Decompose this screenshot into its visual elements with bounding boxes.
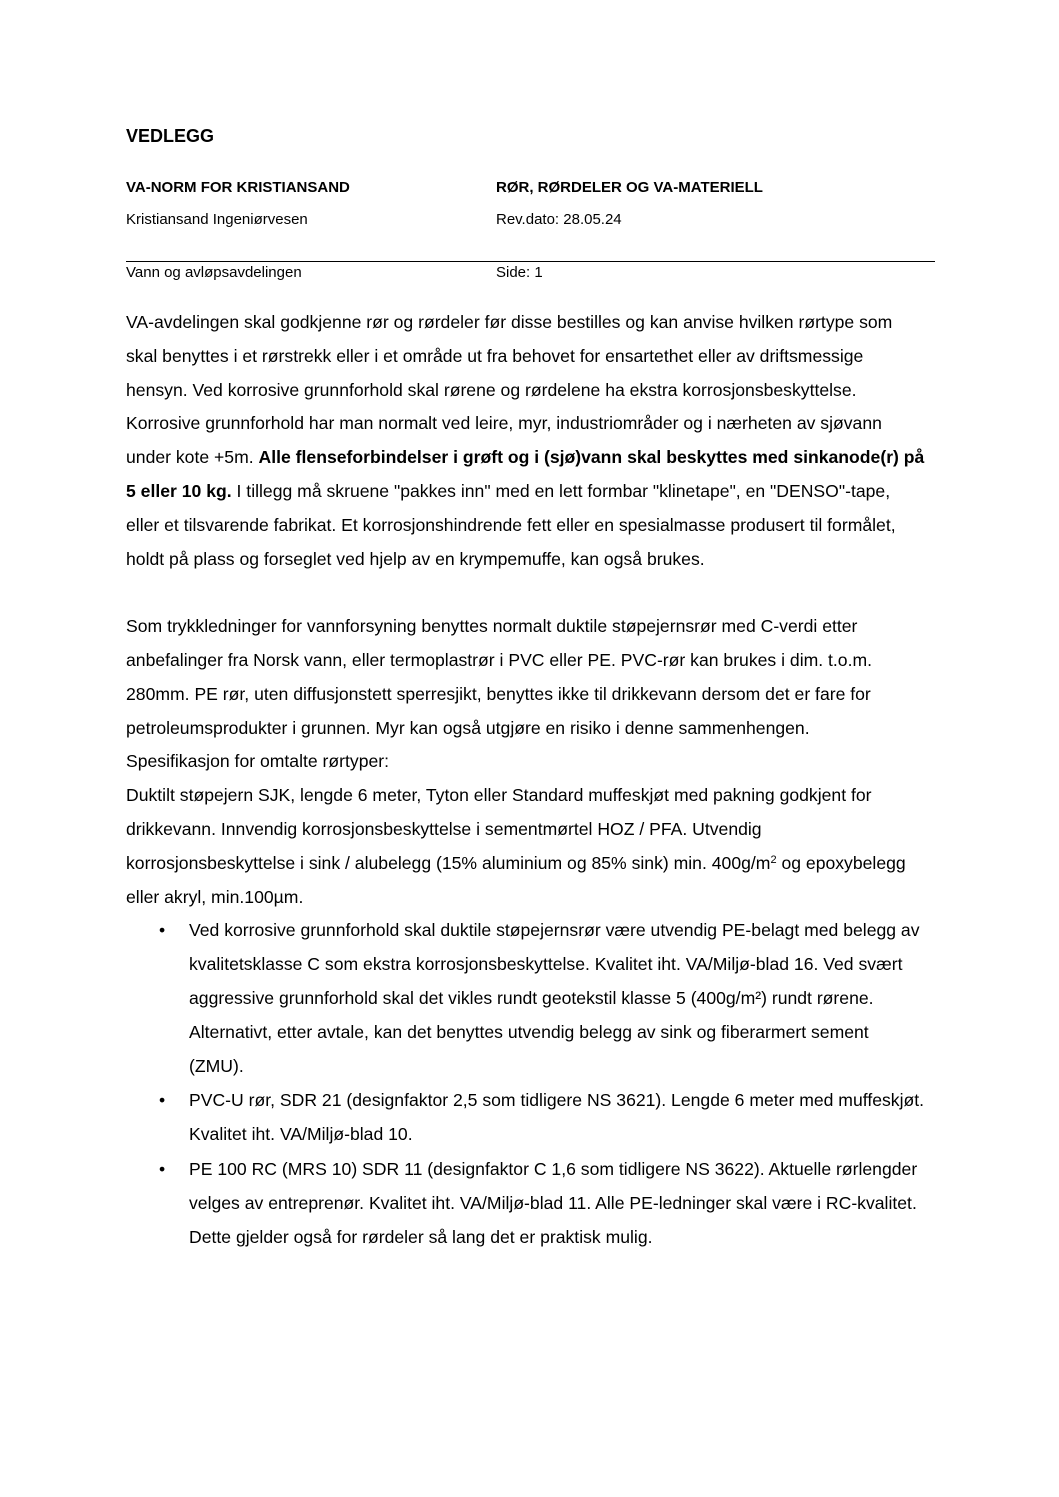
- header-page-number: Side: 1: [496, 264, 543, 281]
- header-norm-title: VA-NORM FOR KRISTIANSAND: [126, 179, 350, 196]
- header-revision-date: Rev.dato: 28.05.24: [496, 211, 622, 228]
- header-section-title: RØR, RØRDELER OG VA-MATERIELL: [496, 179, 763, 196]
- list-item: [159, 1084, 926, 1152]
- paragraph-ductile-iron-text: Duktilt støpejern SJK, lengde 6 meter, Tyton eller Standard muffeskjøt med pakning godkjent for drikkevann. Innvendig korrosjonsbeskyttelse i sementmørtel HOZ / PFA. Utvendig korrosjonsbeskyttelse i sink / alubelegg (15% aluminium og 85% sink) min. 400g/m: [126, 785, 872, 873]
- list-item-text: Ved korrosive grunnforhold skal duktile støpejernsrør være utvendig PE-belagt med belegg av kvalitetsklasse C som ekstra korrosjonsbeskyttelse. Kvalitet iht. VA/Miljø-blad 16. Ved svært aggressive grunnforhold skal det vikles rundt geotekstil klasse 5 (400g/m²) rundt rørene. Alternativt, etter avtale, kan det benyttes utvendig belegg av sink og fiberarmert sement (ZMU).: [189, 920, 920, 1076]
- list-item-text: PE 100 RC (MRS 10) SDR 11 (designfaktor C 1,6 som tidligere NS 3622). Aktuelle rørlengder velges av entreprenør. Kvalitet iht. VA/Miljø-blad 11. Alle PE-ledninger skal være i RC-kvalitet. Dette gjelder også for rørdeler så lang det er praktisk mulig.: [189, 1158, 918, 1247]
- appendix-heading: VEDLEGG: [126, 126, 215, 146]
- paragraph-gap: [126, 576, 926, 610]
- paragraph-approval-emphasis: Alle flenseforbindelser i grøft og i (sjø)vann skal beskyttes med sinkanode(r) på 5 eller 10 kg.: [126, 447, 925, 501]
- paragraph-ductile-iron: [126, 779, 926, 914]
- header-department: Vann og avløpsavdelingen: [126, 264, 302, 281]
- bullet-icon: •: [159, 1158, 166, 1179]
- bullet-icon: •: [159, 920, 166, 941]
- paragraph-pressure-pipes: Som trykkledninger for vannforsyning benyttes normalt duktile støpejernsrør med C-verdi etter anbefalinger fra Norsk vann, eller termoplastrør i PVC eller PE. PVC-rør kan brukes i dim. t.o.m. 280mm. PE rør, uten diffusjonstett sperresjikt, benyttes ikke til drikkevann dersom det er fare for petroleumsprodukter i grunnen. Myr kan også utgjøre en risiko i denne sammenhengen.: [126, 616, 873, 738]
- paragraph-spec-heading: Spesifikasjon for omtalte rørtyper:: [126, 751, 390, 772]
- header-divider: [126, 261, 935, 262]
- header-organization: Kristiansand Ingeniørvesen: [126, 211, 308, 228]
- list-item: [159, 1153, 926, 1254]
- paragraph-approval-text-cont: I tillegg må skruene "pakkes inn" med en lett formbar "klinetape", en "DENSO"-tape, eller et tilsvarende fabrikat. Et korrosjonshindrende fett eller en spesialmasse produsert til formålet, holdt på plass og forseglet ved hjelp av en krympemuffe, kan også brukes.: [126, 480, 896, 569]
- paragraph-ductile-iron-text-cont: og epoxybelegg eller akryl, min.100µm.: [126, 852, 906, 907]
- pipe-type-list: [126, 914, 926, 1254]
- paragraph-approval-text: VA-avdelingen skal godkjenne rør og rørdeler før disse bestilles og kan anvise hvilken rørtype som skal benyttes i et rørstrekk eller i et område ut fra behovet for ensartethet eller av driftsmessige hensyn. Ved korrosive grunnforhold skal rørene og rørdelene ha ekstra korrosjonsbeskyttelse. Korrosive grunnforhold har man normalt ved leire, myr, industriområder og i nærheten av sjøvann under kote +5m.: [126, 312, 893, 468]
- list-item: [159, 914, 926, 1083]
- paragraph-approval: [126, 306, 926, 576]
- document-body: [126, 306, 926, 1255]
- list-item-text: PVC-U rør, SDR 21 (designfaktor 2,5 som tidligere NS 3621). Lengde 6 meter med muffeskjøt. Kvalitet iht. VA/Miljø-blad 10.: [189, 1090, 925, 1145]
- bullet-icon: •: [159, 1090, 166, 1111]
- superscript-two: 2: [770, 853, 777, 866]
